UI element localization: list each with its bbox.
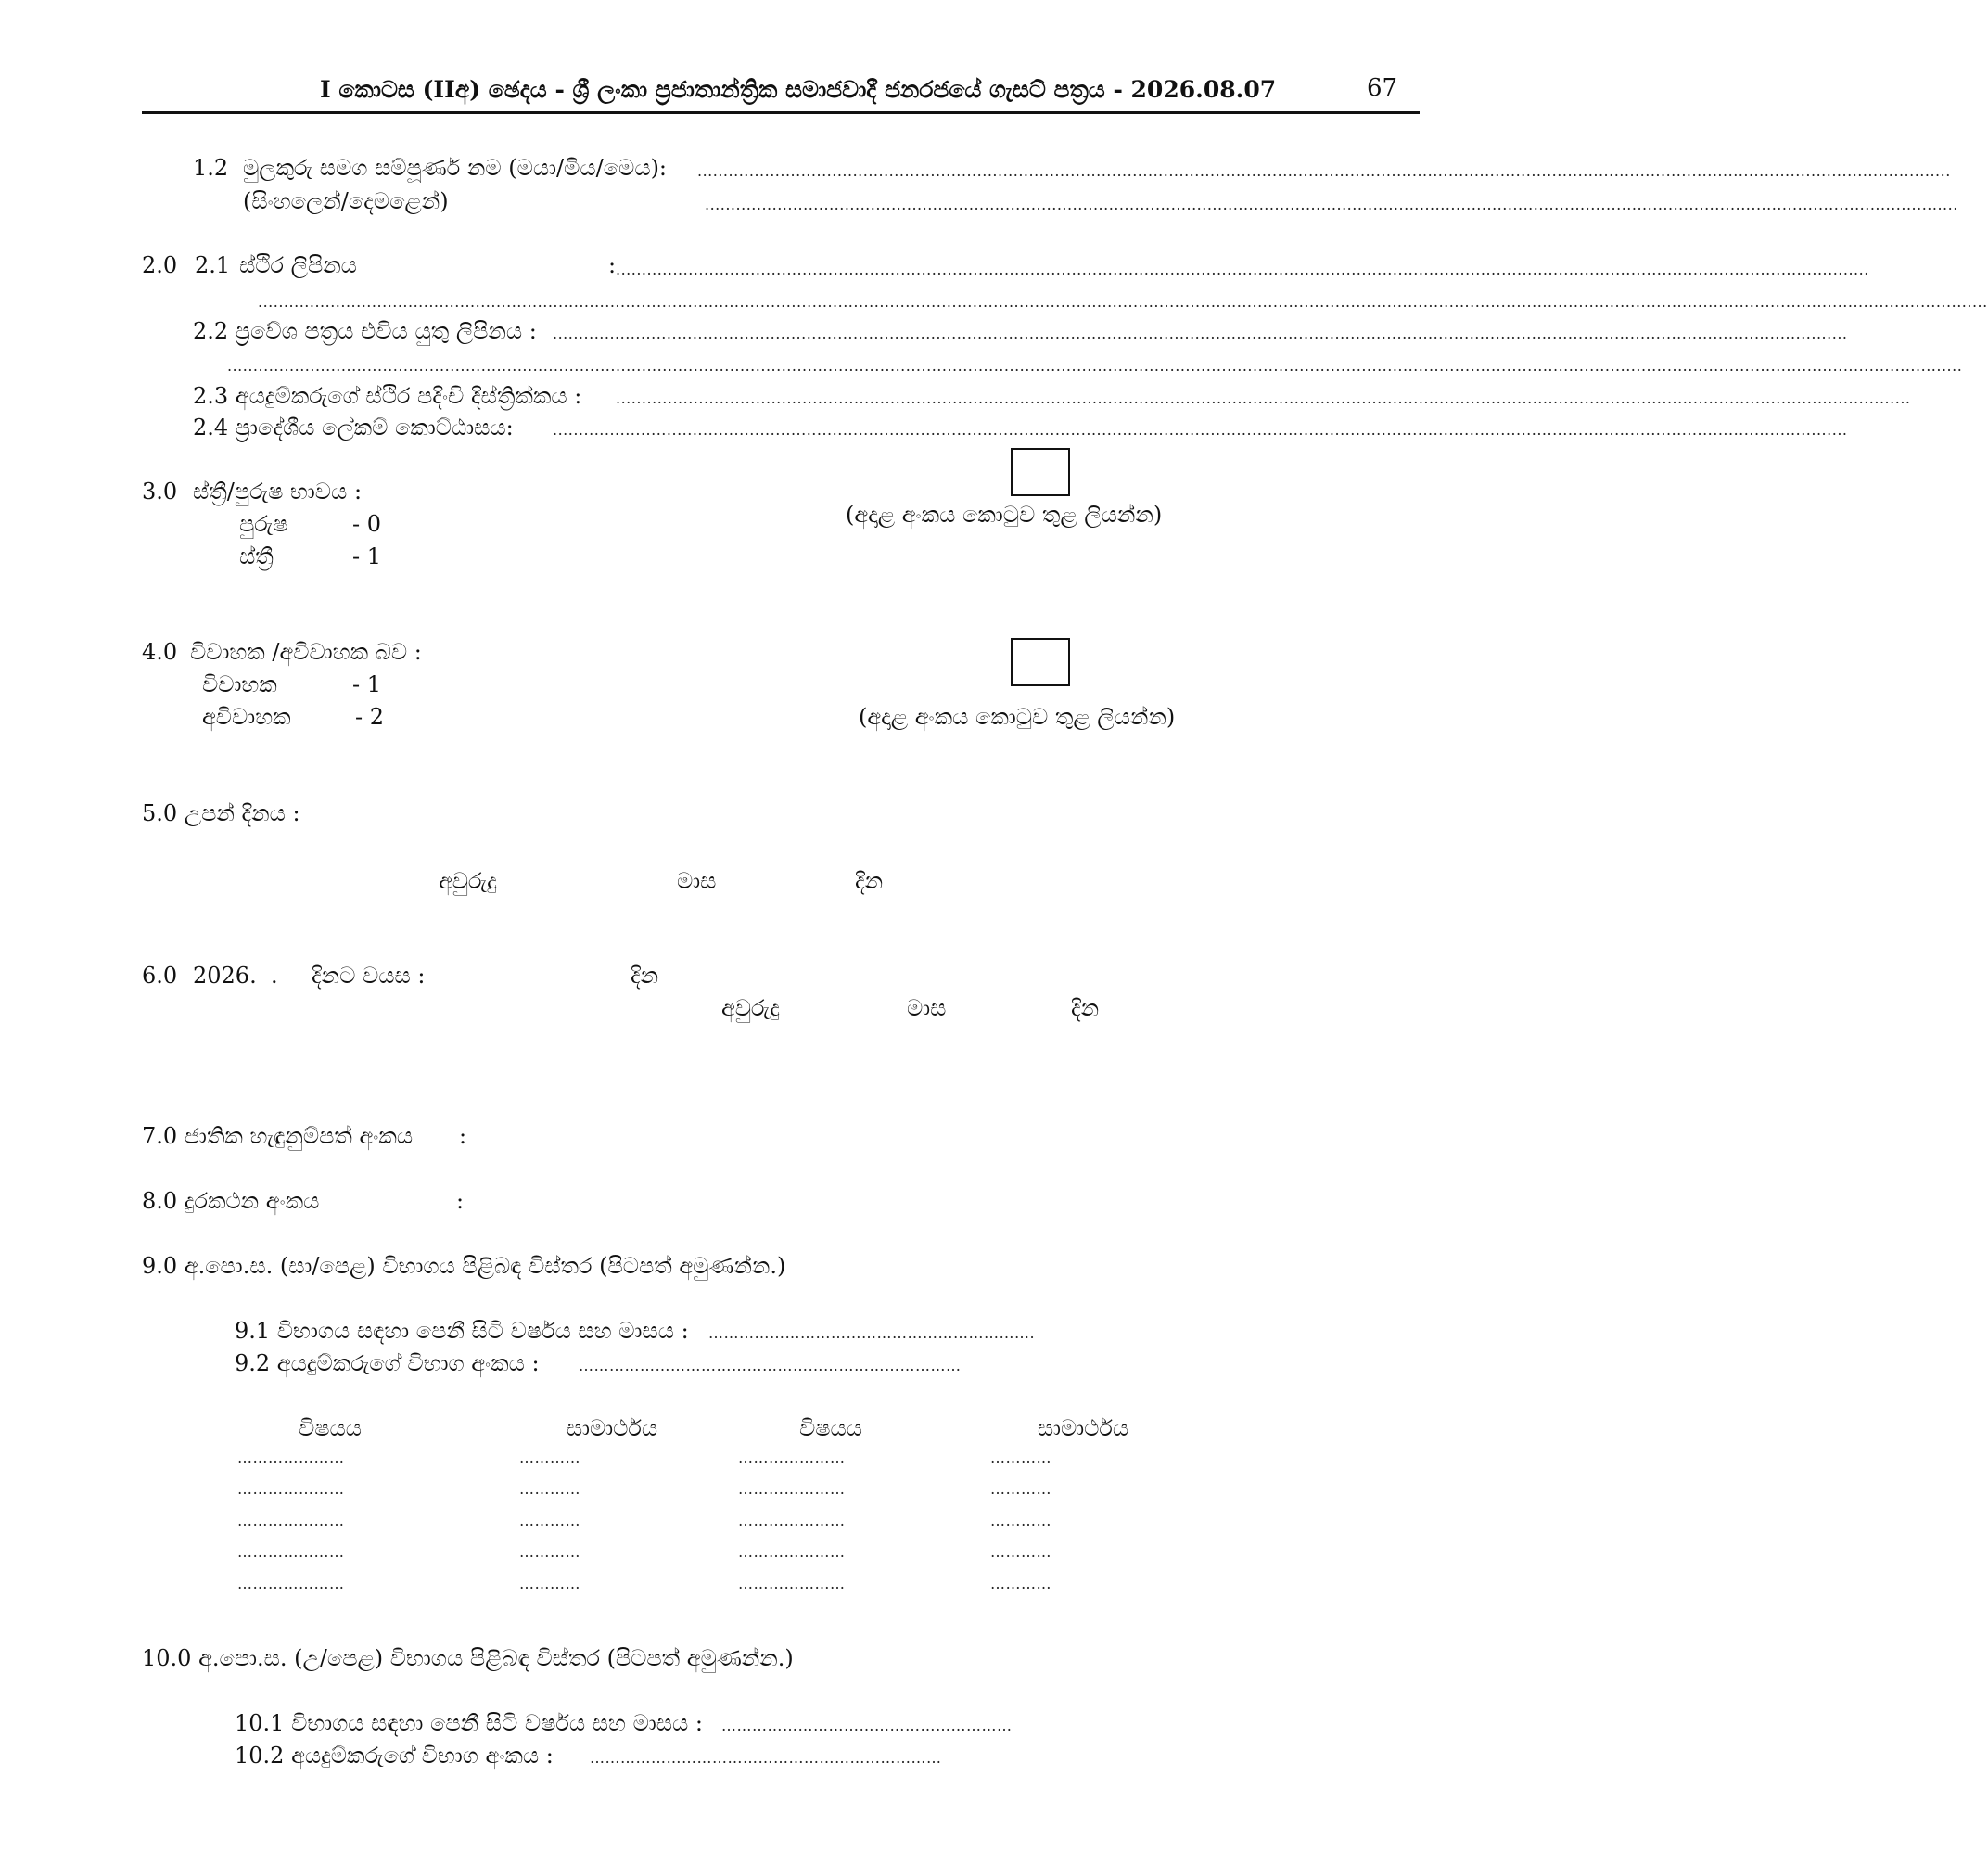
item-8-label: 8.0 දුරකථන අංකය: [142, 1188, 320, 1214]
item-6-date-dot: .: [271, 963, 278, 989]
grade-cell[interactable]: …………: [990, 1575, 1051, 1592]
page-number: 67: [1367, 74, 1398, 102]
ol-index-number-input[interactable]: …………………………………………………………………: [579, 1357, 962, 1374]
permanent-address-line-2[interactable]: ..............................................................................................................................................................................................................................................................................................................................................: [258, 293, 1988, 311]
item-6-number: 6.0: [142, 963, 178, 989]
item-10-2-label: 10.2 අයදුම්කරුගේ විභාග අංකය :: [235, 1743, 554, 1769]
item-9-1-label: 9.1 විභාගය සඳහා පෙනී සිටි වර්ෂය සහ මාසය :: [235, 1318, 689, 1344]
item-2-1-label: ස්ථිර ලිපිනය: [239, 252, 357, 278]
header-rule: [142, 111, 1420, 114]
option-unmarried-label: අවිවාහක: [202, 704, 291, 730]
item-1-2-number: 1.2: [193, 155, 229, 181]
item-3-label: ස්ත්‍රී/පුරුෂ භාවය :: [193, 479, 363, 505]
subject-cell[interactable]: …………………: [738, 1449, 846, 1466]
option-male-code: - 0: [352, 511, 382, 537]
item-10-label: 10.0 අ.පො.ස. (උ/පෙළ) විභාගය පිළිබඳ විස්තර (පිටපත් අමුණන්න.): [142, 1645, 794, 1671]
subject-cell[interactable]: …………………: [237, 1480, 345, 1498]
table-header-subject: විෂයය: [298, 1415, 363, 1441]
postal-address-line-1[interactable]: ..........................................................................................................................................................................................................................................................: [553, 325, 1848, 342]
item-9-label: 9.0 අ.පො.ස. (සා/පෙළ) විභාගය පිළිබඳ විස්තර (පිටපත් අමුණන්න.): [142, 1253, 786, 1279]
item-2-1-number: 2.1: [195, 252, 231, 278]
option-unmarried-code: - 2: [355, 704, 385, 730]
grade-cell[interactable]: …………: [519, 1575, 580, 1592]
divisional-secretariat-input[interactable]: ..........................................................................................................................................................................................................................................................: [553, 421, 1848, 439]
grade-cell[interactable]: …………: [519, 1543, 580, 1561]
al-exam-year-month-input[interactable]: …………………………………………………: [721, 1717, 1013, 1734]
option-male-label: පුරුෂ: [239, 511, 288, 537]
age-day-label: දින: [1071, 995, 1100, 1021]
full-name-line-1[interactable]: ..................................................................................................................................................................................................................................................: [697, 162, 1951, 180]
full-name-line-2[interactable]: ..................................................................................................................................................................................................................................................: [705, 196, 1958, 213]
ol-results-col-subject-1: [237, 1414, 423, 1600]
permanent-address-line-1[interactable]: ..................................................................................................................................................................................................................................................: [616, 261, 1869, 278]
table-header-grade: සාමාර්ථය: [566, 1415, 658, 1441]
option-female-label: ස්ත්‍රී: [239, 543, 274, 569]
item-7-colon: :: [459, 1123, 467, 1149]
marital-code-box[interactable]: [1011, 638, 1070, 686]
ol-results-col-grade-1: [519, 1414, 705, 1600]
item-2-4-label: 2.4 ප්‍රාදේශීය ලේකම් කොට්ඨාසය:: [193, 415, 514, 441]
option-married-code: - 1: [352, 671, 382, 697]
ol-results-col-subject-2: [738, 1414, 924, 1600]
age-year-label: අවුරුදු: [721, 995, 780, 1021]
ol-results-col-grade-2: [990, 1414, 1176, 1600]
subject-cell[interactable]: …………………: [237, 1512, 345, 1529]
table-header-subject: විෂයය: [798, 1415, 863, 1441]
item-4-number: 4.0: [142, 639, 178, 665]
subject-cell[interactable]: …………………: [738, 1575, 846, 1592]
item-4-label: විවාහක /අවිවාහක බව :: [190, 639, 422, 665]
marital-box-hint: (අදාළ අංකය කොටුව තුළ ලියන්න): [859, 704, 1176, 730]
age-month-label: මාස: [907, 995, 947, 1021]
item-1-2-sublabel: (සිංහලෙන්/දෙමළෙන්): [243, 188, 449, 214]
grade-cell[interactable]: …………: [519, 1480, 580, 1498]
grade-cell[interactable]: …………: [990, 1512, 1051, 1529]
grade-cell[interactable]: …………: [519, 1512, 580, 1529]
subject-cell[interactable]: …………………: [738, 1480, 846, 1498]
subject-cell[interactable]: …………………: [237, 1449, 345, 1466]
item-2-2-label: 2.2 ප්‍රවේශ පත්‍රය එවිය යුතු ලිපිනය :: [193, 318, 537, 344]
item-2-number: 2.0: [142, 252, 178, 278]
item-2-3-label: 2.3 අයදුම්කරුගේ ස්ථිර පදිංචි දිස්ත්‍රික්කය :: [193, 383, 582, 409]
subject-cell[interactable]: …………………: [237, 1543, 345, 1561]
item-6-label: දිනට වයස :: [312, 963, 426, 989]
item-1-2-label: මුලකුරු සමග සම්පූර්ණ නම (මයා/මිය/මෙය):: [243, 155, 668, 181]
item-3-number: 3.0: [142, 479, 178, 505]
dob-month-label: මාස: [677, 868, 717, 894]
item-9-2-label: 9.2 අයදුම්කරුගේ විභාග අංකය :: [235, 1350, 540, 1376]
grade-cell[interactable]: …………: [519, 1449, 580, 1466]
item-8-colon: :: [456, 1188, 465, 1214]
item-6-day-suffix: දින: [631, 963, 659, 989]
gender-code-box[interactable]: [1011, 448, 1070, 496]
item-5-label: 5.0 උපන් දිනය :: [142, 800, 300, 826]
ol-exam-year-month-input[interactable]: ……………………………………………………….: [708, 1324, 1036, 1342]
subject-cell[interactable]: …………………: [738, 1512, 846, 1529]
postal-address-line-2[interactable]: ...............................................................................................................................................................................................................................................................................................................................................: [227, 357, 1963, 375]
dob-year-label: අවුරුදු: [439, 868, 497, 894]
dob-day-label: දින: [855, 868, 884, 894]
subject-cell[interactable]: …………………: [237, 1575, 345, 1592]
grade-cell[interactable]: …………: [990, 1480, 1051, 1498]
grade-cell[interactable]: …………: [990, 1449, 1051, 1466]
table-header-grade: සාමාර්ථය: [1037, 1415, 1129, 1441]
district-input[interactable]: ..........................................................................................................................................................................................................................................................: [616, 390, 1911, 407]
option-married-label: විවාහක: [202, 671, 277, 697]
grade-cell[interactable]: …………: [990, 1543, 1051, 1561]
item-7-label: 7.0 ජාතික හැඳුනුම්පත් අංකය: [142, 1123, 414, 1149]
item-10-1-label: 10.1 විභාගය සඳහා පෙනී සිටි වර්ෂය සහ මාසය :: [235, 1710, 703, 1736]
subject-cell[interactable]: …………………: [738, 1543, 846, 1561]
al-index-number-input[interactable]: ……………………………………………………………: [590, 1749, 942, 1767]
item-6-date: 2026.: [193, 963, 257, 989]
gender-box-hint: (අදාළ අංකය කොටුව තුළ ලියන්න): [846, 502, 1163, 528]
item-2-1-colon: :: [608, 252, 617, 278]
option-female-code: - 1: [352, 543, 382, 569]
page-header-title: I කොටස (IIඅ) ඡෙදය - ශ්‍රී ලංකා ප්‍රජාතාන්ත්‍රික සමාජවාදී ජනරජයේ ගැසට් පත්‍රය - 2026.08.07: [320, 76, 1277, 103]
